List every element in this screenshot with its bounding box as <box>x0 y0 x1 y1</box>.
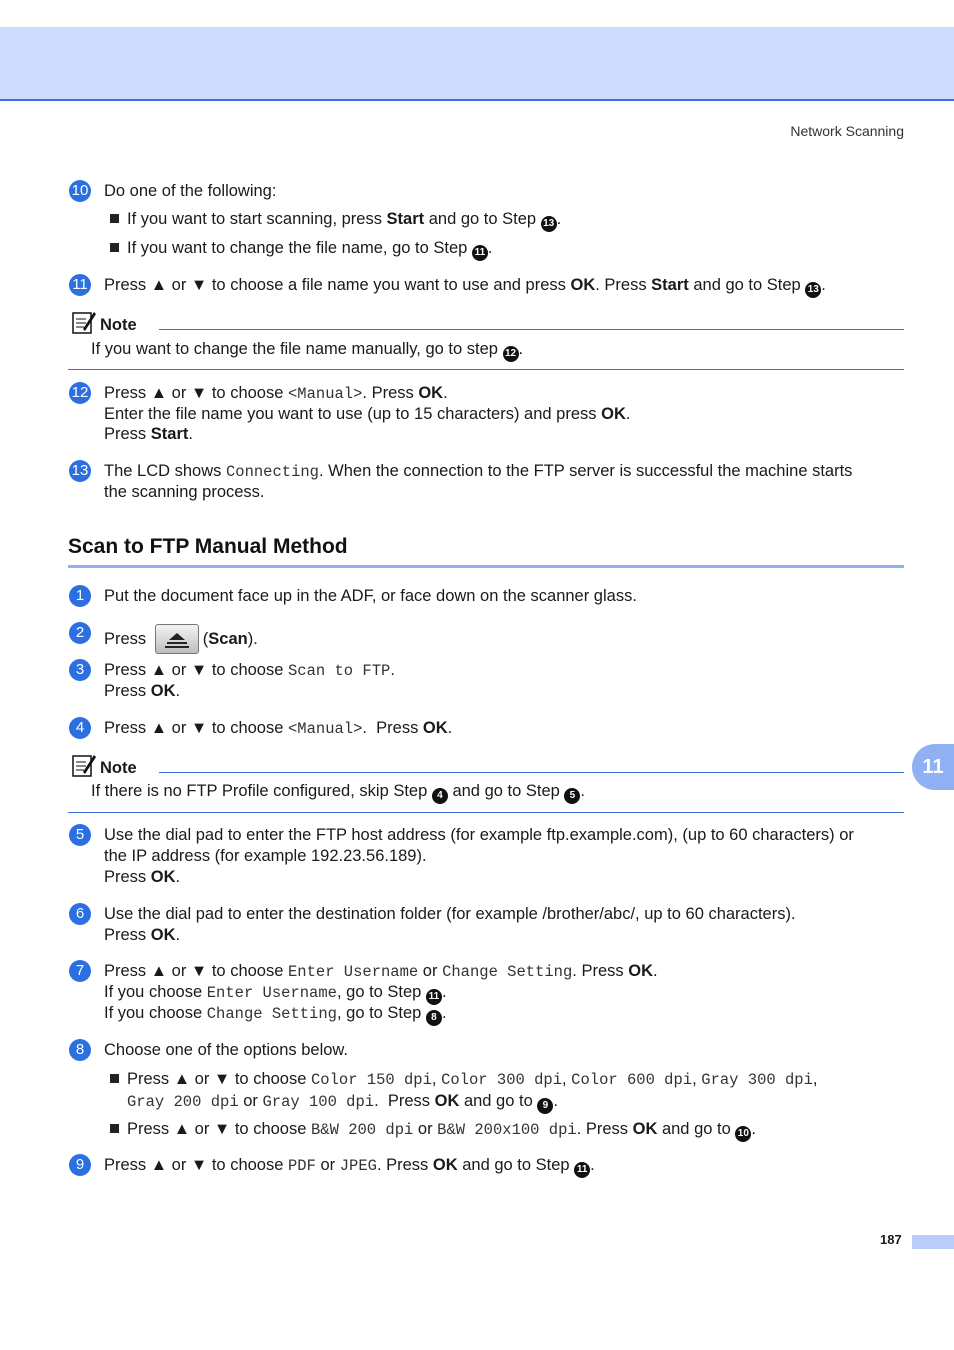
step-1-text: Put the document face up in the ADF, or face down on the scanner glass. <box>104 587 637 605</box>
page-number: 187 <box>880 1232 902 1247</box>
bullet-icon <box>110 1124 119 1133</box>
note-title: Note <box>100 759 137 777</box>
step-3-line-1: Press ▲ or ▼ to choose Scan to FTP. <box>104 661 395 680</box>
step-ref-11: 11 <box>574 1162 590 1178</box>
step-9-text: Press ▲ or ▼ to choose PDF or JPEG. Press OK and go to Step 11 . <box>104 1156 595 1178</box>
scan-icon <box>156 625 198 653</box>
chapter-tab: 11 <box>912 744 954 790</box>
step-6-line-1: Use the dial pad to enter the destination folder (for example /brother/abc/, up to 60 characters). <box>104 905 796 923</box>
step-number-3: 3 <box>69 659 91 681</box>
step-ref-10: 10 <box>735 1126 751 1142</box>
note-rule <box>159 772 904 773</box>
note-bottom-rule <box>68 812 904 813</box>
step-7-line-2: If you choose Enter Username, go to Step 11 . <box>104 983 447 1005</box>
step-3-line-2: Press OK. <box>104 682 181 700</box>
step-number-11: 11 <box>69 274 91 296</box>
step-2-text: Press (Scan). <box>104 624 258 654</box>
scan-button[interactable] <box>155 624 199 654</box>
step-8-bullet-1-line-1: Press ▲ or ▼ to choose Color 150 dpi, Color 300 dpi, Color 600 dpi, Gray 300 dpi, <box>110 1070 817 1089</box>
section-rule <box>68 565 904 568</box>
step-number-9: 9 <box>69 1154 91 1176</box>
step-10-intro: Do one of the following: <box>104 182 277 200</box>
step-7-line-1: Press ▲ or ▼ to choose Enter Username or Change Setting. Press OK. <box>104 962 658 981</box>
step-7-line-3: If you choose Change Setting, go to Step 8 . <box>104 1004 447 1026</box>
step-number-1: 1 <box>69 585 91 607</box>
step-13-line-2: the scanning process. <box>104 483 265 501</box>
page-footer-bar <box>912 1235 954 1249</box>
step-number-10: 10 <box>69 180 91 202</box>
step-ref-11: 11 <box>426 989 442 1005</box>
running-header: Network Scanning <box>790 123 904 139</box>
step-5-line-2: the IP address (for example 192.23.56.189). <box>104 847 427 865</box>
step-12-line-1: Press ▲ or ▼ to choose <Manual>. Press OK. <box>104 384 448 403</box>
step-ref-13: 13 <box>805 282 821 298</box>
note-rule <box>159 329 904 330</box>
step-12-line-3: Press Start. <box>104 425 193 443</box>
step-8-bullet-2: Press ▲ or ▼ to choose B&W 200 dpi or B&W 200x100 dpi. Press OK and go to 10 . <box>110 1120 756 1142</box>
step-ref-4: 4 <box>432 788 448 804</box>
note-bottom-rule <box>68 369 904 370</box>
step-8-bullet-1-line-2: Gray 200 dpi or Gray 100 dpi. Press OK and go to 9 . <box>127 1092 558 1114</box>
step-4-text: Press ▲ or ▼ to choose <Manual>. Press OK. <box>104 719 453 738</box>
step-ref-9: 9 <box>537 1098 553 1114</box>
header-band <box>0 27 954 101</box>
note-pencil-icon <box>71 309 97 335</box>
step-number-7: 7 <box>69 960 91 982</box>
step-ref-8: 8 <box>426 1010 442 1026</box>
step-6-line-2: Press OK. <box>104 926 181 944</box>
step-number-4: 4 <box>69 717 91 739</box>
step-5-line-3: Press OK. <box>104 868 181 886</box>
step-11-text: Press ▲ or ▼ to choose a file name you want to use and press OK. Press Start and go to Step 13 . <box>104 276 826 298</box>
step-number-12: 12 <box>69 382 91 404</box>
step-number-6: 6 <box>69 903 91 925</box>
section-title: Scan to FTP Manual Method <box>68 535 348 558</box>
note-2-text: If there is no FTP Profile configured, skip Step 4 and go to Step 5 . <box>91 782 585 804</box>
note-title: Note <box>100 316 137 334</box>
bullet-icon <box>110 243 119 252</box>
step-number-8: 8 <box>69 1039 91 1061</box>
step-ref-13: 13 <box>541 216 557 232</box>
step-13-line-1: The LCD shows Connecting. When the connection to the FTP server is successful the machine starts <box>104 462 853 481</box>
bullet-icon <box>110 1074 119 1083</box>
step-8-intro: Choose one of the options below. <box>104 1041 349 1059</box>
step-number-5: 5 <box>69 824 91 846</box>
step-number-13: 13 <box>69 460 91 482</box>
step-5-line-1: Use the dial pad to enter the FTP host address (for example ftp.example.com), (up to 60 characters) or <box>104 826 854 844</box>
step-12-line-2: Enter the file name you want to use (up to 15 characters) and press OK. <box>104 405 631 423</box>
step-ref-5: 5 <box>564 788 580 804</box>
step-10-bullet-1: If you want to start scanning, press Start and go to Step 13 . <box>110 210 561 232</box>
step-10-bullet-2: If you want to change the file name, go to Step 11 . <box>110 239 492 261</box>
step-ref-12: 12 <box>503 346 519 362</box>
note-pencil-icon <box>71 752 97 778</box>
bullet-icon <box>110 214 119 223</box>
step-ref-11: 11 <box>472 245 488 261</box>
note-1-text: If you want to change the file name manually, go to step 12 . <box>91 340 523 362</box>
step-number-2: 2 <box>69 622 91 644</box>
